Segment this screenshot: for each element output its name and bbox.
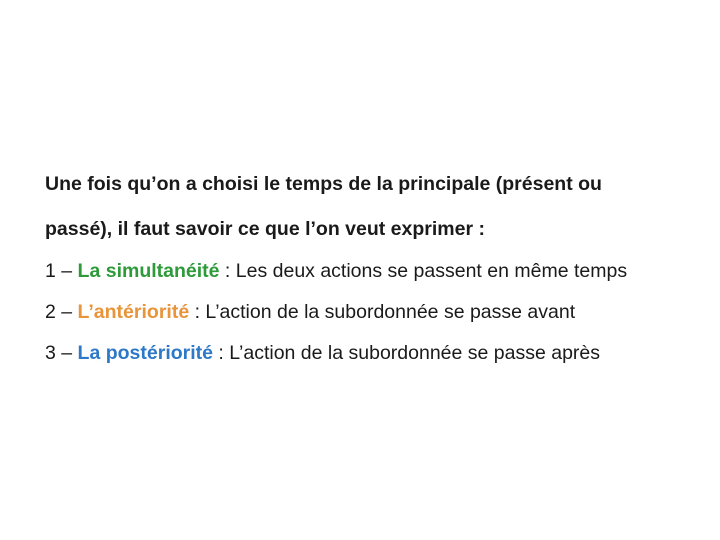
item-number: 2 — [45, 301, 56, 323]
item-description: : Les deux actions se passent en même temps — [219, 260, 628, 282]
item-dash: – — [55, 260, 78, 282]
term-anteriorite: L’antériorité — [77, 301, 190, 323]
item-dash: – — [55, 301, 78, 323]
intro-line-1: Une fois qu’on a choisi le temps de la principale (présent ou — [45, 173, 602, 195]
item-number: 3 — [45, 342, 56, 364]
intro-line-2: passé), il faut savoir ce que l’on veut exprimer : — [45, 218, 485, 240]
list-item-simultaneite — [45, 259, 705, 284]
item-description: : L’action de la subordonnée se passe après — [213, 342, 601, 364]
item-dash: – — [55, 342, 78, 364]
list-item-posteriorite — [45, 341, 705, 366]
term-posteriorite: La postériorité — [77, 342, 213, 364]
slide-content — [45, 172, 705, 382]
item-number: 1 — [45, 260, 56, 282]
term-simultaneite: La simultanéité — [77, 260, 220, 282]
item-description: : L’action de la subordonnée se passe avant — [189, 301, 576, 323]
list-item-anteriorite — [45, 300, 705, 325]
